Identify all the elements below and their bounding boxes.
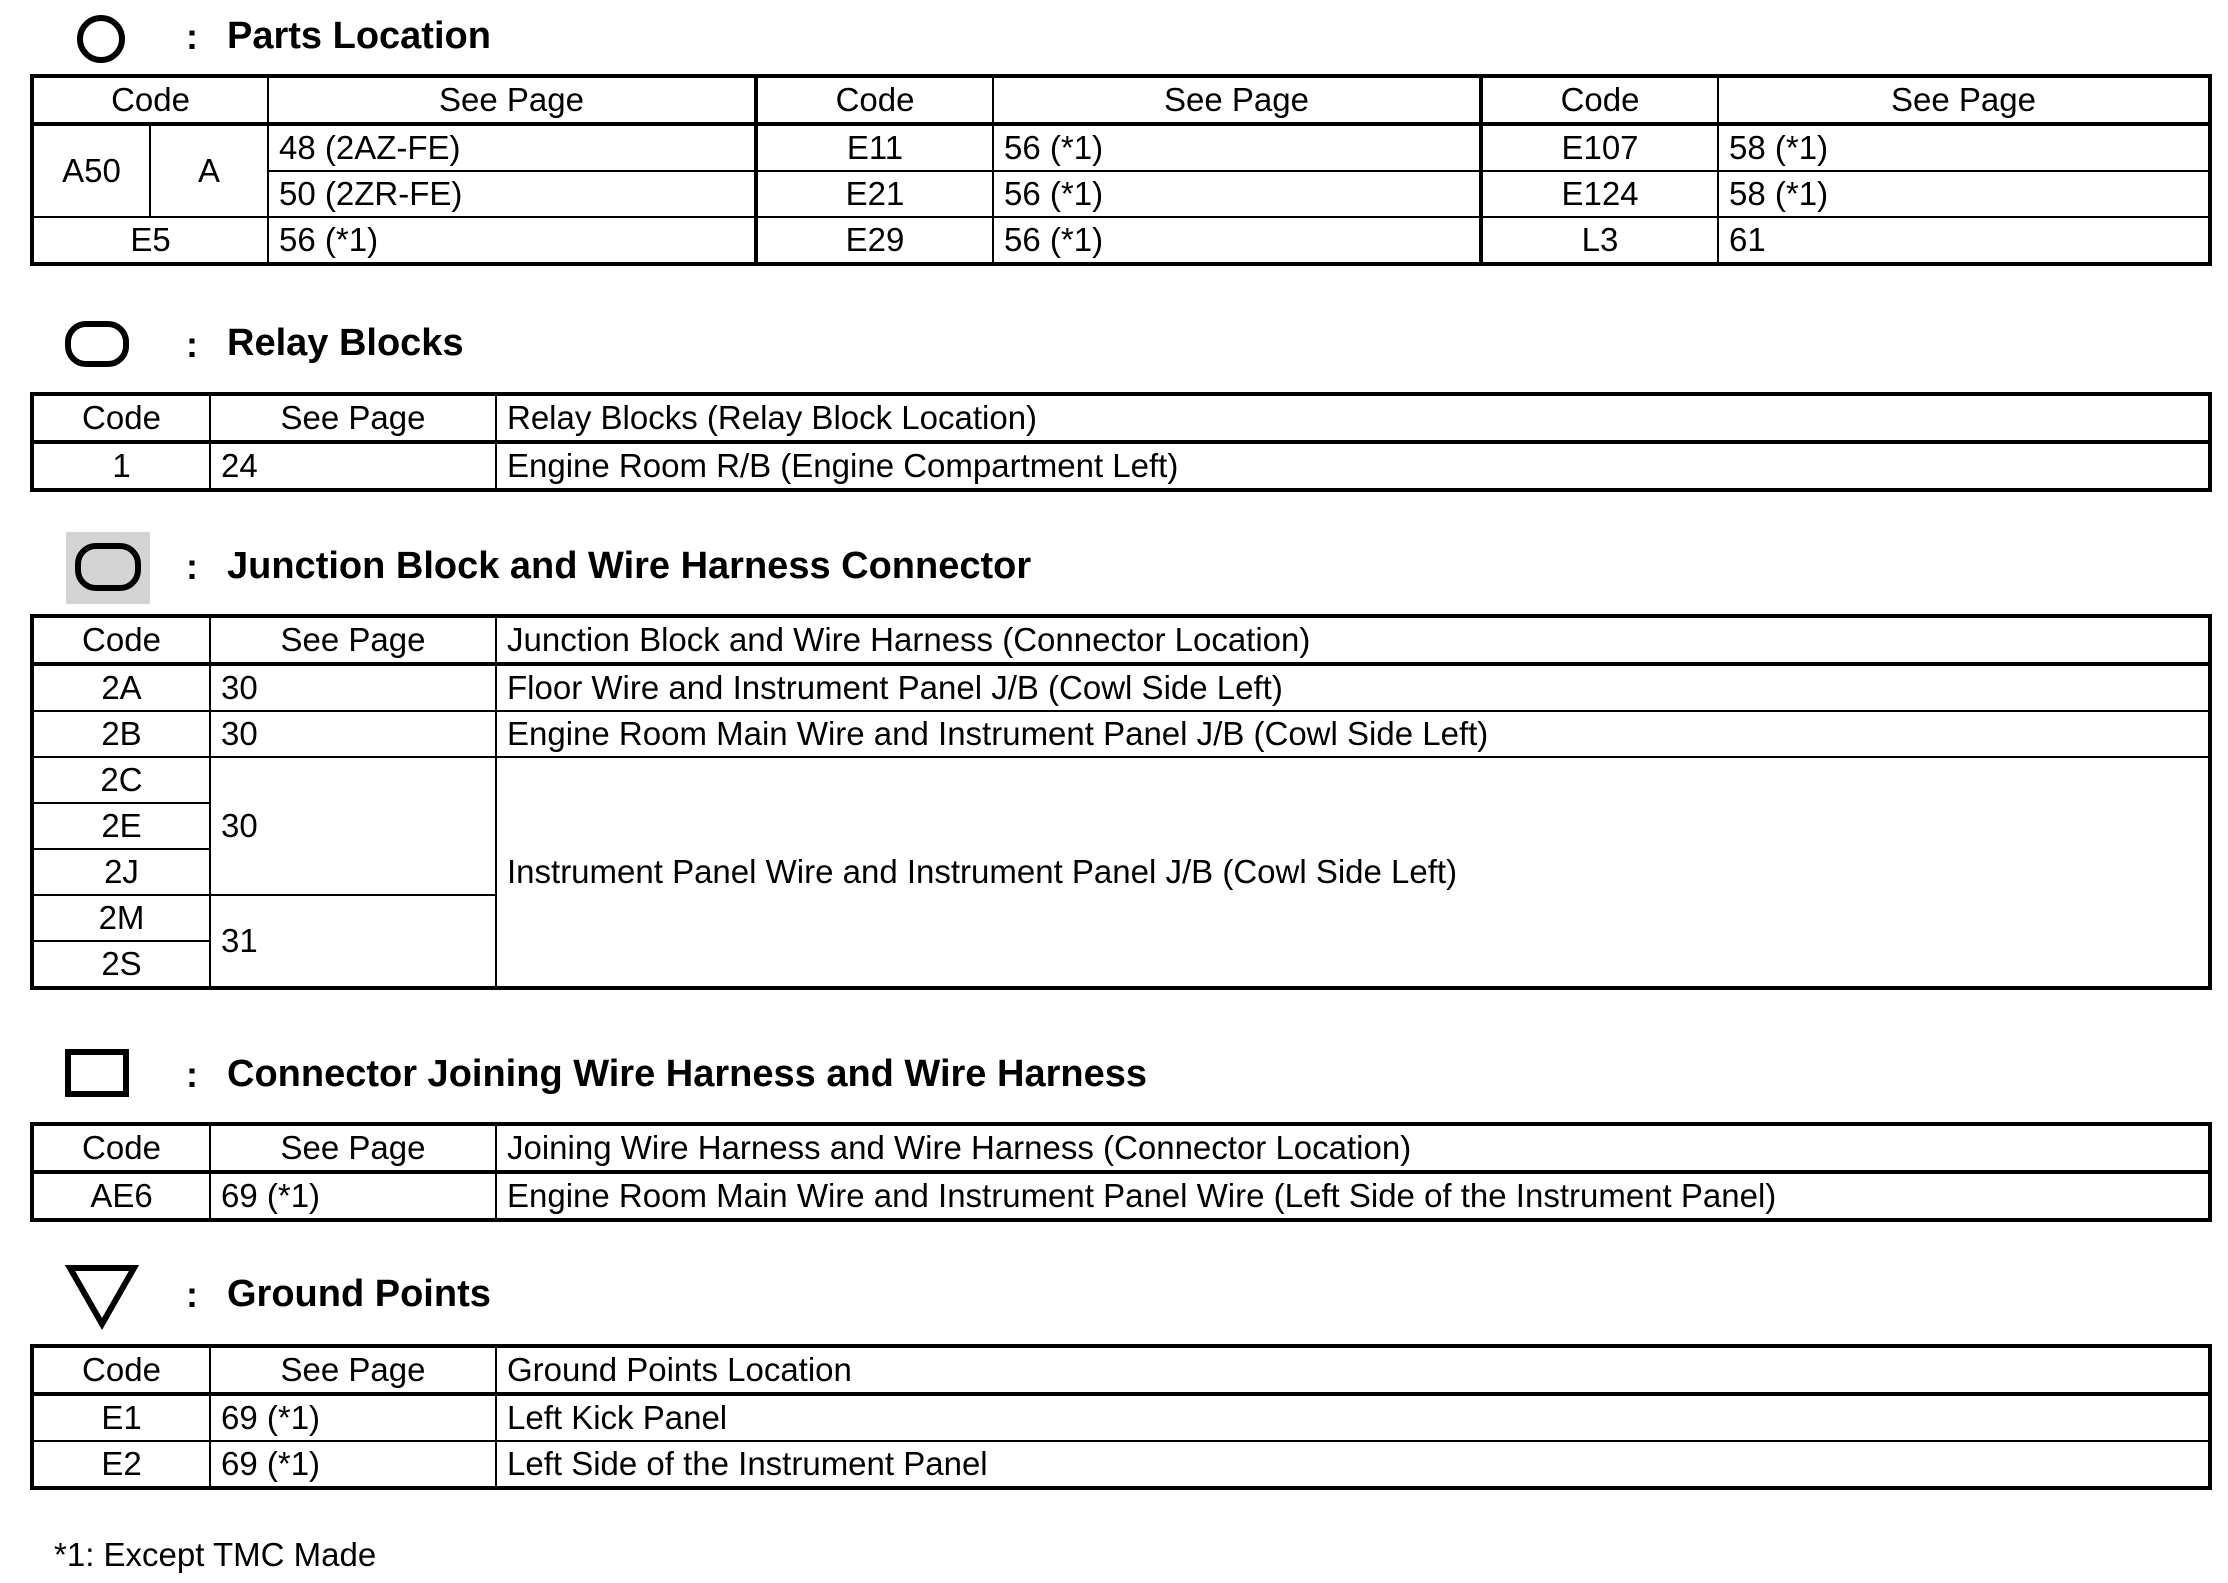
page-cell: 58 (*1): [1718, 124, 2210, 171]
desc-cell: Left Kick Panel: [496, 1394, 2210, 1441]
header-code: Code: [32, 394, 210, 442]
code-cell: 1: [32, 442, 210, 490]
relay-blocks-table: [30, 392, 2212, 492]
page-cell: 69 (*1): [210, 1441, 496, 1488]
junction-block-header: [0, 528, 2228, 608]
code-cell: E21: [756, 171, 993, 217]
code-cell: 2E: [32, 803, 210, 849]
circle-icon: [74, 12, 128, 66]
page-cell: 56 (*1): [268, 217, 756, 264]
page-cell: 48 (2AZ-FE): [268, 124, 756, 171]
code-cell: E107: [1481, 124, 1718, 171]
page-cell: 30: [210, 757, 496, 895]
sub-code-cell: A: [150, 124, 268, 217]
code-cell: 2J: [32, 849, 210, 895]
desc-cell: Floor Wire and Instrument Panel J/B (Cowl Side Left): [496, 664, 2210, 711]
section-title: Relay Blocks: [227, 322, 464, 364]
parts-location-table: [30, 74, 2212, 266]
desc-cell: Instrument Panel Wire and Instrument Panel J/B (Cowl Side Left): [496, 757, 2210, 988]
header-see-page: See Page: [210, 1346, 496, 1394]
section-colon: :: [186, 1054, 198, 1095]
page-cell: 30: [210, 664, 496, 711]
rectangle-icon: [64, 1048, 130, 1098]
code-cell: E1: [32, 1394, 210, 1441]
page-cell: 56 (*1): [993, 124, 1481, 171]
header-location: Relay Blocks (Relay Block Location): [496, 394, 2210, 442]
desc-cell: Left Side of the Instrument Panel: [496, 1441, 2210, 1488]
section-title: Ground Points: [227, 1273, 491, 1315]
triangle-down-icon: [64, 1262, 140, 1330]
page-cell: 56 (*1): [993, 171, 1481, 217]
header-code: Code: [756, 76, 993, 124]
desc-cell: Engine Room Main Wire and Instrument Panel Wire (Left Side of the Instrument Panel): [496, 1172, 2210, 1220]
header-location: Joining Wire Harness and Wire Harness (Connector Location): [496, 1124, 2210, 1172]
code-cell: AE6: [32, 1172, 210, 1220]
code-cell: A50: [32, 124, 150, 217]
header-see-page: See Page: [210, 394, 496, 442]
section-title: Parts Location: [227, 15, 491, 57]
code-cell: 2M: [32, 895, 210, 941]
page-cell: 61: [1718, 217, 2210, 264]
code-cell: 2C: [32, 757, 210, 803]
page-cell: 24: [210, 442, 496, 490]
code-cell: 2A: [32, 664, 210, 711]
section-colon: :: [186, 16, 198, 57]
header-location: Ground Points Location: [496, 1346, 2210, 1394]
header-code: Code: [32, 1124, 210, 1172]
junction-block-table: [30, 614, 2212, 990]
ground-points-header: [0, 1256, 2228, 1336]
code-cell: L3: [1481, 217, 1718, 264]
rounded-rectangle-icon: [64, 320, 130, 368]
code-cell: E11: [756, 124, 993, 171]
code-cell: 2B: [32, 711, 210, 757]
code-cell: E5: [32, 217, 268, 264]
header-see-page: See Page: [210, 1124, 496, 1172]
header-see-page: See Page: [993, 76, 1481, 124]
page-cell: 30: [210, 711, 496, 757]
page-cell: 69 (*1): [210, 1172, 496, 1220]
connector-joining-header: [0, 1036, 2228, 1116]
section-colon: :: [186, 324, 198, 365]
header-location: Junction Block and Wire Harness (Connector Location): [496, 616, 2210, 664]
header-see-page: See Page: [210, 616, 496, 664]
desc-cell: Engine Room R/B (Engine Compartment Left): [496, 442, 2210, 490]
header-see-page: See Page: [268, 76, 756, 124]
code-cell: E2: [32, 1441, 210, 1488]
section-title: Connector Joining Wire Harness and Wire Harness: [227, 1053, 1147, 1095]
section-colon: :: [186, 546, 198, 587]
parts-location-header: [0, 0, 2228, 80]
connector-joining-table: [30, 1122, 2212, 1222]
header-code: Code: [32, 1346, 210, 1394]
code-cell: E124: [1481, 171, 1718, 217]
relay-blocks-header: [0, 308, 2228, 388]
section-colon: :: [186, 1274, 198, 1315]
footnote: *1: Except TMC Made: [54, 1536, 377, 1573]
page-cell: 58 (*1): [1718, 171, 2210, 217]
header-see-page: See Page: [1718, 76, 2210, 124]
section-title: Junction Block and Wire Harness Connector: [227, 545, 1032, 587]
ground-points-table: [30, 1344, 2212, 1490]
code-cell: E29: [756, 217, 993, 264]
page-cell: 56 (*1): [993, 217, 1481, 264]
code-cell: 2S: [32, 941, 210, 988]
header-code: Code: [32, 616, 210, 664]
page-cell: 31: [210, 895, 496, 988]
header-code: Code: [1481, 76, 1718, 124]
page-cell: 69 (*1): [210, 1394, 496, 1441]
desc-cell: Engine Room Main Wire and Instrument Panel J/B (Cowl Side Left): [496, 711, 2210, 757]
shaded-rounded-rectangle-icon: [66, 532, 150, 604]
page-cell: 50 (2ZR-FE): [268, 171, 756, 217]
header-code: Code: [32, 76, 268, 124]
